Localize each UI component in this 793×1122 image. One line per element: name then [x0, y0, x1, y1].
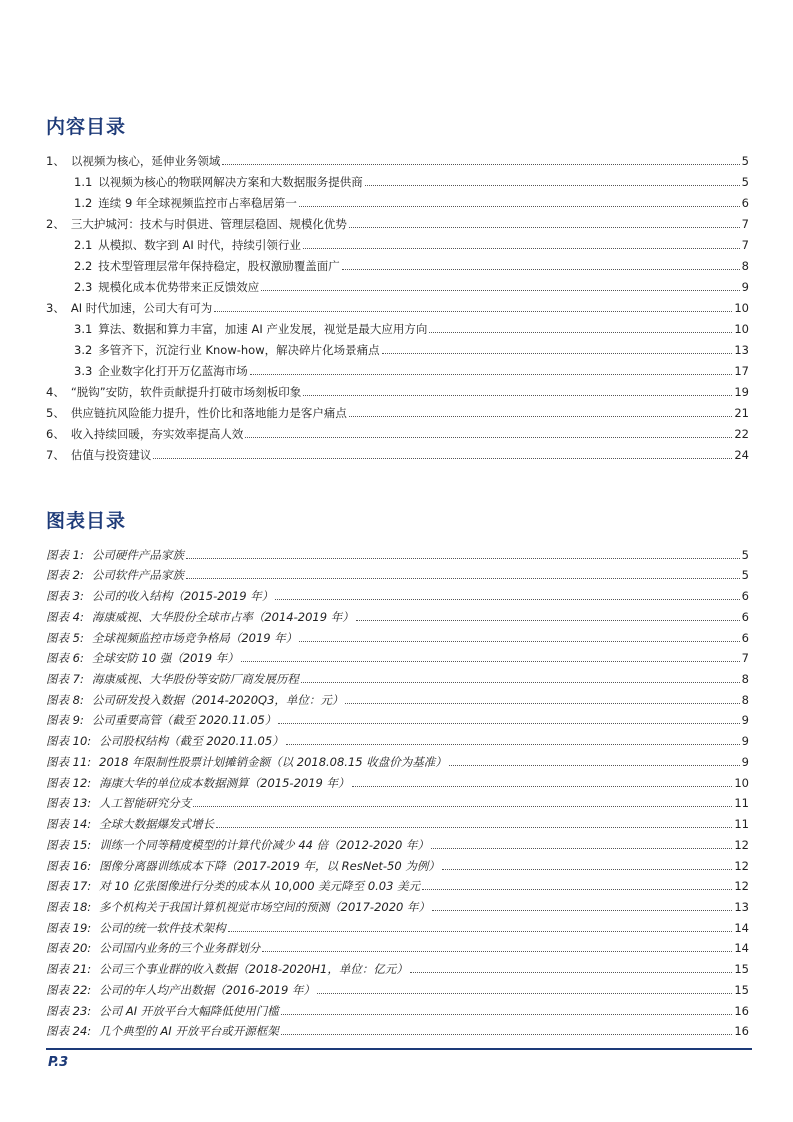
entry-page-number: 12: [734, 858, 749, 873]
entry-page-number: 21: [734, 406, 749, 420]
dot-leader: [352, 785, 733, 787]
figure-entry[interactable]: [46, 997, 749, 1018]
entry-number: 图表 23:: [46, 1003, 92, 1018]
entry-page-number: 16: [734, 1003, 749, 1018]
dot-leader: [365, 184, 740, 186]
entry-page-number: 5: [741, 175, 749, 189]
dot-leader: [245, 436, 732, 438]
figure-entry[interactable]: [46, 707, 749, 728]
entry-title: AI 时代加速，公司大有可为: [70, 301, 213, 315]
entry-title: 全球安防 10 强（2019 年）: [91, 651, 239, 666]
entry-title: 收入持续回暖，夯实效率提高人效: [70, 427, 244, 441]
dot-leader: [186, 557, 740, 559]
entry-title: 公司三个事业群的收入数据（2018-2020H1，单位：亿元）: [99, 962, 408, 977]
toc-entry[interactable]: [46, 294, 749, 315]
dot-leader: [410, 971, 733, 973]
entry-page-number: 10: [734, 301, 749, 315]
entry-title: 估值与投资建议: [70, 448, 152, 462]
dot-leader: [382, 352, 733, 354]
entry-number: 图表 15:: [46, 837, 92, 852]
entry-number: 图表 18:: [46, 899, 92, 914]
dot-leader: [222, 163, 739, 165]
figure-entry[interactable]: [46, 873, 749, 894]
entry-page-number: 15: [734, 962, 749, 977]
entry-page-number: 7: [741, 651, 749, 666]
entry-page-number: 12: [734, 837, 749, 852]
entry-page-number: 12: [734, 879, 749, 894]
dot-leader: [301, 681, 740, 683]
entry-page-number: 6: [741, 609, 749, 624]
entry-title: 公司股权结构（截至 2020.11.05）: [99, 734, 284, 749]
dot-leader: [431, 847, 732, 849]
entry-title: 以视频为核心，延伸业务领域: [70, 154, 221, 168]
dot-leader: [432, 909, 732, 911]
entry-page-number: 8: [741, 259, 749, 273]
toc-subentry[interactable]: [46, 315, 749, 336]
figure-index: [46, 541, 749, 1038]
figure-entry[interactable]: [46, 893, 749, 914]
entry-title: 公司的年人均产出数据（2016-2019 年）: [99, 982, 316, 997]
entry-number: 3.1: [74, 322, 93, 336]
toc-entry[interactable]: [46, 378, 749, 399]
dot-leader: [349, 226, 740, 228]
entry-number: 图表 7:: [46, 672, 84, 687]
dot-leader: [262, 950, 732, 952]
dot-leader: [153, 457, 732, 459]
entry-number: 图表 16:: [46, 858, 92, 873]
dot-leader: [214, 310, 732, 312]
entry-number: 图表 14:: [46, 817, 92, 832]
dot-leader: [303, 247, 740, 249]
figure-entry[interactable]: [46, 935, 749, 956]
entry-page-number: 14: [734, 920, 749, 935]
toc-subentry[interactable]: [46, 189, 749, 210]
entry-page-number: 15: [734, 982, 749, 997]
entry-number: 图表 3:: [46, 589, 84, 604]
dot-leader: [299, 640, 739, 642]
dot-leader: [186, 577, 740, 579]
toc-entry[interactable]: [46, 441, 749, 462]
entry-title: 图像分离器训练成本下降（2017-2019 年，以 ResNet-50 为例）: [99, 858, 440, 873]
entry-number: 图表 4:: [46, 609, 84, 624]
dot-leader: [286, 743, 740, 745]
entry-number: 图表 19:: [46, 920, 92, 935]
entry-page-number: 17: [734, 364, 749, 378]
figure-entry[interactable]: [46, 686, 749, 707]
entry-title: 供应链抗风险能力提升，性价比和落地能力是客户痛点: [70, 406, 347, 420]
dot-leader: [278, 722, 739, 724]
entry-title: 连续 9 年全球视频监控市占率稳居第一: [98, 196, 297, 210]
entry-title: 公司的统一软件技术架构: [99, 920, 226, 935]
dot-leader: [241, 660, 740, 662]
entry-number: 图表 21:: [46, 962, 92, 977]
toc-subentry[interactable]: [46, 231, 749, 252]
entry-number: 图表 11:: [46, 754, 92, 769]
dot-leader: [281, 1013, 733, 1015]
toc-heading: 内容目录: [46, 116, 127, 138]
entry-number: 3.3: [74, 364, 93, 378]
entry-page-number: 16: [734, 1024, 749, 1039]
entry-number: 图表 9:: [46, 713, 84, 728]
entry-title: 三大护城河：技术与时俱进、管理层稳固、规模化优势: [70, 217, 347, 231]
entry-number: 1.2: [74, 196, 93, 210]
entry-page-number: 6: [741, 589, 749, 604]
entry-page-number: 5: [741, 568, 749, 583]
figure-entry[interactable]: [46, 914, 749, 935]
entry-number: 图表 10:: [46, 734, 92, 749]
figure-entry[interactable]: [46, 582, 749, 603]
figure-entry[interactable]: [46, 810, 749, 831]
page-number: P.3: [48, 1055, 69, 1070]
dot-leader: [429, 331, 732, 333]
entry-page-number: 6: [741, 196, 749, 210]
entry-title: 训练一个同等精度模型的计算代价减少 44 倍（2012-2020 年）: [99, 837, 429, 852]
figure-index-heading: 图表目录: [46, 510, 127, 532]
toc-entry[interactable]: [46, 399, 749, 420]
entry-page-number: 5: [741, 547, 749, 562]
toc-subentry[interactable]: [46, 273, 749, 294]
entry-page-number: 11: [734, 796, 749, 811]
entry-number: 图表 1:: [46, 547, 84, 562]
entry-title: 公司国内业务的三个业务群划分: [99, 941, 261, 956]
entry-number: 2、: [46, 217, 65, 231]
entry-title: 企业数字化打开万亿蓝海市场: [98, 364, 248, 378]
dot-leader: [261, 289, 739, 291]
figure-entry[interactable]: [46, 831, 749, 852]
dot-leader: [422, 888, 732, 890]
entry-title: 公司 AI 开放平台大幅降低使用门槛: [99, 1003, 279, 1018]
entry-number: 图表 6:: [46, 651, 84, 666]
figure-entry[interactable]: [46, 603, 749, 624]
toc-entry[interactable]: [46, 210, 749, 231]
entry-number: 图表 5:: [46, 630, 84, 645]
entry-page-number: 7: [741, 217, 749, 231]
entry-page-number: 19: [734, 385, 749, 399]
entry-page-number: 11: [734, 817, 749, 832]
entry-page-number: 9: [741, 713, 749, 728]
entry-number: 图表 24:: [46, 1024, 92, 1039]
figure-entry[interactable]: [46, 541, 749, 562]
footer-divider: [46, 1048, 752, 1050]
entry-title: 人工智能研究分支: [99, 796, 192, 811]
entry-number: 3、: [46, 301, 65, 315]
entry-page-number: 9: [741, 754, 749, 769]
entry-page-number: 8: [741, 672, 749, 687]
entry-number: 图表 17:: [46, 879, 92, 894]
dot-leader: [250, 373, 733, 375]
figure-entry[interactable]: [46, 852, 749, 873]
entry-title: 全球视频监控市场竞争格局（2019 年）: [91, 630, 298, 645]
toc-entry[interactable]: [46, 147, 749, 168]
dot-leader: [275, 598, 739, 600]
entry-number: 图表 22:: [46, 982, 92, 997]
entry-title: 技术型管理层常年保持稳定，股权激励覆盖面广: [98, 259, 340, 273]
figure-entry[interactable]: [46, 645, 749, 666]
dot-leader: [345, 702, 739, 704]
entry-page-number: 14: [734, 941, 749, 956]
entry-page-number: 5: [741, 154, 749, 168]
figure-entry[interactable]: [46, 790, 749, 811]
entry-title: 多个机构关于我国计算机视觉市场空间的预测（2017-2020 年）: [99, 899, 431, 914]
entry-number: 1.1: [74, 175, 93, 189]
dot-leader: [442, 868, 733, 870]
entry-title: 规模化成本优势带来正反馈效应: [98, 280, 260, 294]
entry-page-number: 24: [734, 448, 749, 462]
entry-page-number: 7: [741, 238, 749, 252]
entry-title: 公司研发投入数据（2014-2020Q3，单位：元）: [91, 692, 344, 707]
entry-title: 2018 年限制性股票计划摊销金额（以 2018.08.15 收盘价为基准）: [99, 754, 447, 769]
figure-entry[interactable]: [46, 1018, 749, 1039]
entry-number: 2.1: [74, 238, 93, 252]
entry-title: 以视频为核心的物联网解决方案和大数据服务提供商: [98, 175, 363, 189]
dot-leader: [317, 992, 732, 994]
entry-title: 公司的收入结构（2015-2019 年）: [91, 589, 274, 604]
entry-title: 从模拟、数字到 AI 时代，持续引领行业: [98, 238, 301, 252]
entry-number: 图表 8:: [46, 692, 84, 707]
entry-page-number: 10: [734, 322, 749, 336]
table-of-contents: [46, 147, 749, 462]
entry-number: 4、: [46, 385, 65, 399]
entry-number: 图表 20:: [46, 941, 92, 956]
entry-number: 5、: [46, 406, 65, 420]
dot-leader: [356, 619, 740, 621]
entry-title: 海康威视、大华股份等安防厂商发展历程: [91, 672, 299, 687]
figure-entry[interactable]: [46, 748, 749, 769]
entry-title: 算法、数据和算力丰富，加速 AI 产业发展，视觉是最大应用方向: [98, 322, 428, 336]
figure-entry[interactable]: [46, 955, 749, 976]
toc-subentry[interactable]: [46, 252, 749, 273]
figure-entry[interactable]: [46, 976, 749, 997]
figure-entry[interactable]: [46, 624, 749, 645]
entry-title: 多管齐下，沉淀行业 Know-how，解决碎片化场景痛点: [98, 343, 380, 357]
entry-number: 6、: [46, 427, 65, 441]
entry-page-number: 10: [734, 775, 749, 790]
entry-page-number: 22: [734, 427, 749, 441]
entry-title: 海康威视、大华股份全球市占率（2014-2019 年）: [91, 609, 354, 624]
dot-leader: [281, 1033, 733, 1035]
entry-page-number: 13: [734, 343, 749, 357]
entry-number: 7、: [46, 448, 65, 462]
entry-page-number: 9: [741, 280, 749, 294]
dot-leader: [193, 805, 732, 807]
dot-leader: [228, 930, 733, 932]
figure-entry[interactable]: [46, 562, 749, 583]
entry-page-number: 6: [741, 630, 749, 645]
entry-title: 公司软件产品家族: [91, 568, 184, 583]
entry-title: 几个典型的 AI 开放平台或开源框架: [99, 1024, 279, 1039]
entry-title: “脱钩”安防，软件贡献提升打破市场刻板印象: [70, 385, 302, 399]
entry-title: 全球大数据爆发式增长: [99, 817, 215, 832]
dot-leader: [216, 826, 732, 828]
entry-number: 图表 13:: [46, 796, 92, 811]
toc-subentry[interactable]: [46, 168, 749, 189]
toc-subentry[interactable]: [46, 336, 749, 357]
toc-entry[interactable]: [46, 420, 749, 441]
entry-title: 海康大华的单位成本数据测算（2015-2019 年）: [99, 775, 350, 790]
dot-leader: [342, 268, 740, 270]
figure-entry[interactable]: [46, 665, 749, 686]
entry-title: 公司重要高管（截至 2020.11.05）: [91, 713, 277, 728]
entry-page-number: 13: [734, 899, 749, 914]
toc-subentry[interactable]: [46, 357, 749, 378]
entry-page-number: 8: [741, 692, 749, 707]
figure-entry[interactable]: [46, 769, 749, 790]
entry-page-number: 9: [741, 734, 749, 749]
dot-leader: [449, 764, 740, 766]
entry-number: 2.2: [74, 259, 93, 273]
dot-leader: [303, 394, 732, 396]
entry-number: 2.3: [74, 280, 93, 294]
entry-number: 图表 2:: [46, 568, 84, 583]
entry-number: 3.2: [74, 343, 93, 357]
entry-title: 公司硬件产品家族: [91, 547, 184, 562]
dot-leader: [299, 205, 740, 207]
entry-number: 1、: [46, 154, 65, 168]
dot-leader: [349, 415, 733, 417]
entry-title: 对 10 亿张图像进行分类的成本从 10,000 美元降至 0.03 美元: [99, 879, 421, 894]
figure-entry[interactable]: [46, 727, 749, 748]
entry-number: 图表 12:: [46, 775, 92, 790]
